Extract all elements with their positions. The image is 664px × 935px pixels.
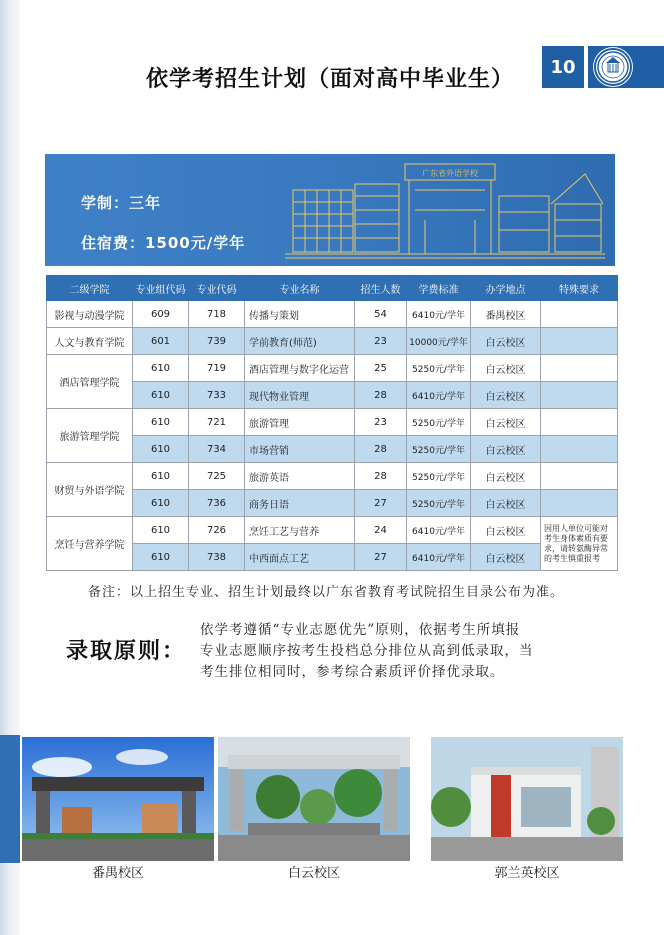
campus-cell: 白云校区	[471, 544, 541, 571]
group-code-cell: 610	[133, 490, 189, 517]
group-code-cell: 610	[133, 436, 189, 463]
enrollment-plan-table	[46, 275, 618, 571]
group-code-cell: 601	[133, 328, 189, 355]
college-cell: 酒店管理学院	[47, 355, 133, 409]
tuition-cell: 6410元/学年	[407, 382, 471, 409]
enrollment-count-cell: 23	[355, 409, 407, 436]
enrollment-count-cell: 28	[355, 436, 407, 463]
baiyun-campus-photo	[218, 737, 410, 861]
table-row	[47, 382, 618, 409]
major-name-cell: 旅游管理	[245, 409, 355, 436]
column-header: 特殊要求	[541, 276, 618, 301]
campus-caption: 番禺校区	[91, 866, 144, 881]
campus-building-illustration	[285, 160, 605, 260]
campus-cell: 白云校区	[471, 490, 541, 517]
table-row	[47, 409, 618, 436]
major-code-cell: 726	[189, 517, 245, 544]
major-code-cell: 739	[189, 328, 245, 355]
enrollment-count-cell: 23	[355, 328, 407, 355]
group-code-cell: 610	[133, 355, 189, 382]
header-logo-box	[588, 46, 664, 88]
major-name-cell: 酒店管理与数字化运营	[245, 355, 355, 382]
footnote: 备注：以上招生专业、招生计划最终以广东省教育考试院招生目录公布为准。	[88, 585, 565, 600]
binding-accent	[0, 735, 20, 863]
major-name-cell: 市场营销	[245, 436, 355, 463]
tuition-cell: 6410元/学年	[407, 301, 471, 328]
column-header: 专业组代码	[133, 276, 189, 301]
special-requirement-cell	[541, 382, 618, 409]
tuition-cell: 5250元/学年	[407, 355, 471, 382]
major-name-cell: 商务日语	[245, 490, 355, 517]
page-number: 10	[542, 46, 584, 88]
tuition-cell: 10000元/学年	[407, 328, 471, 355]
major-code-cell: 718	[189, 301, 245, 328]
enrollment-count-cell: 27	[355, 544, 407, 571]
table-row	[47, 490, 618, 517]
college-cell: 烹饪与营养学院	[47, 517, 133, 571]
enrollment-count-cell: 28	[355, 463, 407, 490]
major-code-cell: 721	[189, 409, 245, 436]
major-code-cell: 736	[189, 490, 245, 517]
college-cell: 人文与教育学院	[47, 328, 133, 355]
campus-cell: 白云校区	[471, 409, 541, 436]
group-code-cell: 610	[133, 382, 189, 409]
special-requirement-cell	[541, 328, 618, 355]
column-header: 办学地点	[471, 276, 541, 301]
special-requirement-cell: 因用人单位可能对考生身体素质有要求，请转氨酶异常的考生慎重报考	[541, 517, 618, 571]
duration-text: 学制：三年	[81, 194, 162, 212]
program-banner	[45, 154, 615, 266]
campus-cell: 白云校区	[471, 382, 541, 409]
tuition-cell: 6410元/学年	[407, 544, 471, 571]
major-code-cell: 738	[189, 544, 245, 571]
table-row	[47, 328, 618, 355]
group-code-cell: 610	[133, 409, 189, 436]
table-row	[47, 355, 618, 382]
campus-cell: 白云校区	[471, 328, 541, 355]
enrollment-count-cell: 24	[355, 517, 407, 544]
column-header: 招生人数	[355, 276, 407, 301]
major-code-cell: 734	[189, 436, 245, 463]
enrollment-count-cell: 54	[355, 301, 407, 328]
major-name-cell: 学前教育(师范)	[245, 328, 355, 355]
enrollment-count-cell: 28	[355, 382, 407, 409]
campus-cell: 白云校区	[471, 436, 541, 463]
admission-principle-label: 录取原则：	[66, 639, 187, 664]
campus-cell: 番禺校区	[471, 301, 541, 328]
special-requirement-cell	[541, 409, 618, 436]
major-name-cell: 烹饪工艺与营养	[245, 517, 355, 544]
group-code-cell: 610	[133, 544, 189, 571]
college-cell: 影视与动漫学院	[47, 301, 133, 328]
enrollment-count-cell: 25	[355, 355, 407, 382]
special-requirement-cell	[541, 463, 618, 490]
enrollment-count-cell: 27	[355, 490, 407, 517]
column-header: 专业名称	[245, 276, 355, 301]
major-name-cell: 传播与策划	[245, 301, 355, 328]
major-code-cell: 719	[189, 355, 245, 382]
column-header: 学费标准	[407, 276, 471, 301]
tuition-cell: 5250元/学年	[407, 409, 471, 436]
table-header	[47, 276, 618, 301]
guolanying-campus-photo	[431, 737, 623, 861]
panyu-campus-photo	[22, 737, 214, 861]
special-requirement-cell	[541, 355, 618, 382]
campus-caption: 白云校区	[287, 866, 340, 881]
page-title: 依学考招生计划（面对高中毕业生）	[145, 66, 514, 92]
tuition-cell: 5250元/学年	[407, 463, 471, 490]
table-row	[47, 301, 618, 328]
dorm-fee-text: 住宿费：1500元/学年	[81, 234, 246, 252]
admission-principle-text	[200, 620, 612, 683]
table-row	[47, 544, 618, 571]
major-code-cell: 733	[189, 382, 245, 409]
school-emblem-icon	[594, 48, 632, 86]
special-requirement-cell	[541, 436, 618, 463]
table-row	[47, 436, 618, 463]
campus-cell: 白云校区	[471, 355, 541, 382]
column-header: 二级学院	[47, 276, 133, 301]
major-name-cell: 旅游英语	[245, 463, 355, 490]
table-row	[47, 463, 618, 490]
group-code-cell: 610	[133, 517, 189, 544]
tuition-cell: 5250元/学年	[407, 490, 471, 517]
admission-line: 考生排位相同时，参考综合素质评价择优录取。	[200, 664, 505, 680]
table-row	[47, 517, 618, 544]
campus-cell: 白云校区	[471, 463, 541, 490]
major-name-cell: 现代物业管理	[245, 382, 355, 409]
college-cell: 旅游管理学院	[47, 409, 133, 463]
major-name-cell: 中西面点工艺	[245, 544, 355, 571]
group-code-cell: 610	[133, 463, 189, 490]
tuition-cell: 5250元/学年	[407, 436, 471, 463]
gate-sign-text: 广东省外语学校	[422, 169, 478, 178]
table-body	[47, 301, 618, 571]
header-row	[47, 276, 618, 301]
campus-caption: 郭兰英校区	[494, 866, 560, 881]
special-requirement-cell	[541, 490, 618, 517]
admission-line: 依学考遵循“专业志愿优先”原则，依据考生所填报	[200, 622, 521, 638]
admission-line: 专业志愿顺序按考生投档总分排位从高到低录取，当	[200, 643, 534, 659]
major-code-cell: 725	[189, 463, 245, 490]
column-header: 专业代码	[189, 276, 245, 301]
campus-cell: 白云校区	[471, 517, 541, 544]
special-requirement-cell	[541, 301, 618, 328]
tuition-cell: 6410元/学年	[407, 517, 471, 544]
group-code-cell: 609	[133, 301, 189, 328]
college-cell: 财贸与外语学院	[47, 463, 133, 517]
